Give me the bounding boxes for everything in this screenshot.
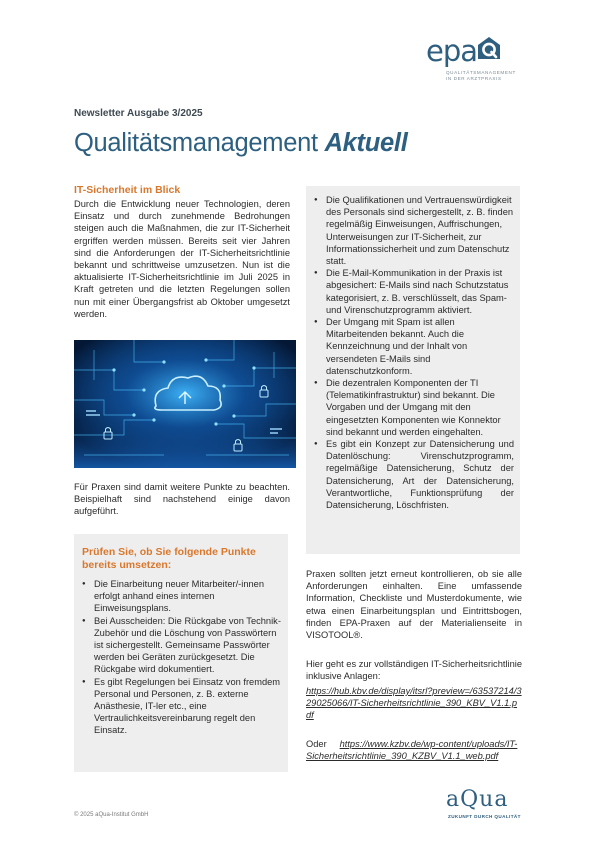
section-heading: IT-Sicherheit im Blick: [74, 184, 181, 196]
oder-label: Oder: [306, 739, 327, 749]
list-item: ● Der Umgang mit Spam ist allen Mitarbeitenden bekannt. Auch die Kennzeichnung und der Inhalt von versendeten E-Mails sind datenschutzkonform.: [314, 316, 514, 377]
kbv-guideline-link[interactable]: https://hub.kbv.de/display/itsrl?preview=/63537214/329025066/IT-Sicherheitsrichtlinie_390_KBV_V1.1.pdf: [306, 686, 522, 721]
alternative-link-block: [306, 738, 522, 762]
list-item: ● Bei Ausscheiden: Die Rückgabe von Technik-Zubehör und die Löschung von Passwörtern ist sichergestellt. Gemeinsame Passwörter werden bei Geräten zurückgesetzt. Die Rückgabe wird dokumentiert.: [82, 615, 282, 676]
copyright: © 2025 aQua-Institut GmbH: [74, 812, 149, 818]
epa-house-q-icon: [475, 34, 503, 62]
list-item: ● Es gibt ein Konzept zur Datensicherung und Datenlöschung: Virenschutzprogramm, regelmäßige Datensicherung, Schutz der Datensicherung, Art der Datensicherung, Verantwortliche, Funktionsprüfung der Datensicherung, Löschfristen.: [314, 438, 514, 511]
checklist-box: [74, 534, 288, 772]
newsletter-issue: Newsletter Ausgabe 3/2025: [74, 108, 203, 119]
checklist-continued: [314, 194, 514, 511]
page-title: Qualitätsmanagement Aktuell: [74, 129, 408, 157]
list-item: ● Die Qualifikationen und Vertrauenswürdigkeit des Personals sind sichergestellt, z. B. finden regelmäßig Einweisungen, Auffrischungen, Unterweisungen zur IT-Sicherheit, zur Informationssicherheit und zum Datenschutz statt.: [314, 194, 514, 267]
link-intro: Hier geht es zur vollständigen IT-Sicherheitsrichtlinie inklusive Anlagen:: [306, 659, 522, 682]
checklist: [82, 578, 282, 737]
epa-wordmark: epa: [426, 34, 478, 68]
checklist-continuation-box: [306, 186, 520, 554]
aqua-wordmark: aQua: [446, 787, 509, 812]
list-item: ● Die E-Mail-Kommunikation in der Praxis ist abgesichert: E-Mails sind nach Schutzstatus kategorisiert, z. B. verschlüsselt, das Spam- und Virenschutzprogramm aktiviert.: [314, 267, 514, 316]
closing-paragraph: Praxen sollten jetzt erneut kontrollieren, ob sie alle Anforderungen einhalten. Eine umfassende Information, Checkliste und Musterdokumente, wie etwa einen Einarbeitungsplan und Eintrittsbogen, finden EPA-Praxen auf der Materialienseite in VISOTOOL®.: [306, 569, 522, 641]
aqua-logo: [446, 787, 528, 827]
epa-logo: [426, 30, 536, 86]
transition-paragraph: Für Praxen sind damit weitere Punkte zu beachten. Beispielhaft sind nachstehend einige davon aufgeführt.: [74, 482, 290, 517]
list-item: ● Die Einarbeitung neuer Mitarbeiter/-innen erfolgt anhand eines internen Einweisungsplans.: [82, 578, 282, 615]
kzbv-guideline-link[interactable]: https://www.kzbv.de/wp-content/uploads/IT-Sicherheitsrichtlinie_390_KZBV_V1.1_web.pdf: [306, 739, 518, 762]
checklist-heading: Prüfen Sie, ob Sie folgende Punkte bereits umsetzen:: [82, 546, 256, 571]
list-item: ● Die dezentralen Komponenten der TI (Telematikinfrastruktur) sind bekannt. Die Vorgaben und der Umgang mit den eingesetzten Komponenten wie Konnektor sind bekannt und werden eingehalten.: [314, 377, 514, 438]
list-item: ● Es gibt Regelungen bei Einsatz von fremdem Personal und Personen, z. B. externe Anästhesie, IT-ler etc., eine Vertraulichkeitsvereinbarung regelt den Einsatz.: [82, 676, 282, 737]
cyber-security-image: [74, 340, 296, 468]
epa-tagline: QUALITÄTSMANAGEMENT IN DER ARZTPRAXIS: [446, 70, 516, 81]
intro-paragraph: Durch die Entwicklung neuer Technologien, deren Einsatz und durch zunehmende Bedrohungen steigen auch die Maßnahmen, die zur IT-Sicherheit ergriffen werden müssen. Bereits seit vier Jahren sind die Anforderungen der IT-Sicherheitsrichtlinie bekannt und schrittweise umzusetzen. Nun ist die aktualisierte IT-Sicherheitsrichtlinie im Juli 2025 in Kraft getreten und die letzten Regelungen sollen nun mit einer Übergangsfrist ab Oktober umgesetzt werden.: [74, 199, 290, 319]
page-title-accent: Aktuell: [324, 129, 408, 157]
aqua-tagline: ZUKUNFT DURCH QUALITÄT: [448, 814, 521, 819]
